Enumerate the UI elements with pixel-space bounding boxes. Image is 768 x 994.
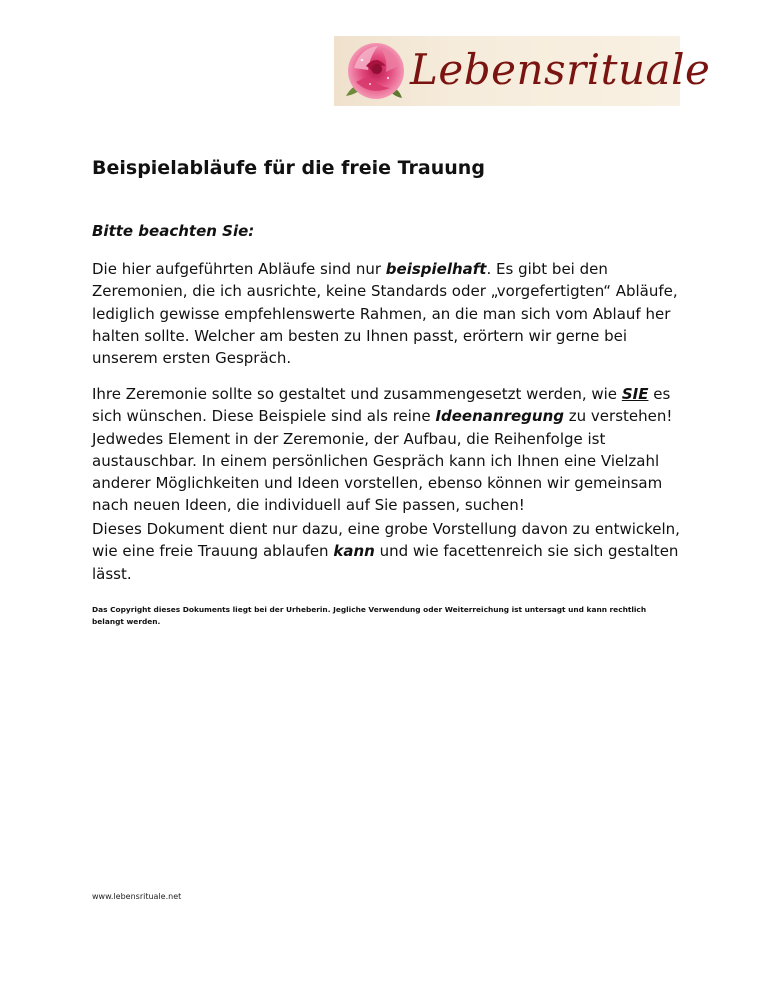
paragraph-2-line-3: Jedwedes Element in der Zeremonie, der Aufbau, die Reihenfolge ist bbox=[92, 429, 606, 448]
rose-icon bbox=[340, 38, 412, 104]
paragraph-3-line-3: lässt. bbox=[92, 564, 132, 583]
paragraph-1-line-2: Zeremonien, die ich ausrichte, keine Standards oder „vorgefertigten“ Abläufe, bbox=[92, 282, 678, 301]
paragraph-1-line-1: Die hier aufgeführten Abläufe sind nur beispielhaft. Es gibt bei den bbox=[92, 260, 608, 278]
logo-banner bbox=[334, 36, 711, 106]
paragraph-3-line-2: wie eine freie Trauung ablaufen kann und wie facettenreich sie sich gestalten bbox=[92, 542, 679, 561]
copyright-line-2: belangt werden. bbox=[92, 616, 161, 626]
logo-text: Lebensrituale bbox=[410, 45, 711, 94]
paragraph-2 bbox=[92, 383, 692, 517]
copyright-notice bbox=[92, 604, 682, 627]
notice-heading: Bitte beachten Sie: bbox=[92, 222, 255, 240]
footer-url: www.lebensrituale.net bbox=[92, 892, 182, 901]
paragraph-3-line-1: Dieses Dokument dient nur dazu, eine grobe Vorstellung davon zu entwickeln, bbox=[92, 520, 680, 538]
paragraph-2-line-1: Ihre Zeremonie sollte so gestaltet und zusammengesetzt werden, wie SIE es bbox=[92, 385, 671, 403]
page-title: Beispielabläufe für die freie Trauung bbox=[92, 157, 485, 179]
paragraph-2-line-4: austauschbar. In einem persönlichen Gespräch kann ich Ihnen eine Vielzahl bbox=[92, 451, 660, 470]
emphasis-kann: kann bbox=[333, 542, 375, 561]
paragraph-1-line-5: unserem ersten Gespräch. bbox=[92, 349, 292, 368]
paragraph-1-line-3: lediglich gewisse empfehlenswerte Rahmen, an die man sich vom Ablauf her bbox=[92, 304, 671, 323]
copyright-line-1: Das Copyright dieses Dokuments liegt bei der Urheberin. Jegliche Verwendung oder Weiterreichung ist untersagt und kann rechtlich bbox=[92, 605, 647, 614]
emphasis-ideenanregung: Ideenanregung bbox=[435, 407, 564, 426]
paragraph-3 bbox=[92, 518, 692, 585]
paragraph-1 bbox=[92, 258, 692, 369]
emphasis-sie: SIE bbox=[621, 385, 649, 403]
emphasis-beispielhaft: beispielhaft bbox=[385, 260, 487, 278]
paragraph-1-line-4: halten sollte. Welcher am besten zu Ihnen passt, erörtern wir gerne bei bbox=[92, 326, 628, 345]
paragraph-2-line-2: sich wünschen. Diese Beispiele sind als reine Ideenanregung zu verstehen! bbox=[92, 407, 673, 426]
paragraph-2-line-5: anderer Möglichkeiten und Ideen vorstellen, ebenso können wir gemeinsam bbox=[92, 474, 663, 493]
paragraph-2-line-6: nach neuen Ideen, die individuell auf Sie passen, suchen! bbox=[92, 496, 525, 515]
